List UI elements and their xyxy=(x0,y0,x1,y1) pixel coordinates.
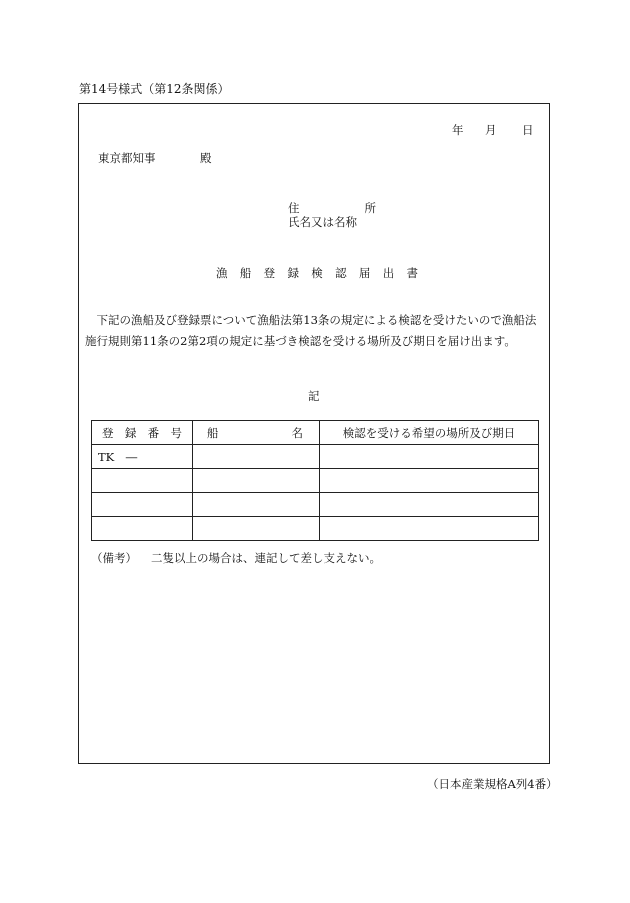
registration-number-cell[interactable] xyxy=(92,469,193,493)
header-char: 号 xyxy=(170,425,182,440)
header-vessel-name xyxy=(193,421,320,445)
vessel-name-cell[interactable] xyxy=(193,493,320,517)
title-char: 認 xyxy=(335,266,347,280)
addressee: 東京都知事 xyxy=(98,151,156,165)
registration-number-cell[interactable]: TK ― xyxy=(92,445,193,469)
table-row xyxy=(92,469,539,493)
title-char: 船 xyxy=(239,266,252,280)
title-char: 登 xyxy=(263,266,276,280)
remarks-text: 二隻以上の場合は、連記して差し支えない。 xyxy=(151,551,381,565)
vessel-name-cell[interactable] xyxy=(193,469,320,493)
table-row xyxy=(92,445,539,469)
name-label: 氏名又は名称 xyxy=(288,215,357,229)
header-registration-number xyxy=(92,421,193,445)
remarks-note xyxy=(91,550,381,566)
title-char: 出 xyxy=(382,266,395,280)
address-label-char: 所 xyxy=(364,201,376,215)
header-char: 登 xyxy=(102,425,114,440)
paper-standard-note: （日本産業規格A列4番） xyxy=(427,777,558,791)
ki-heading: 記 xyxy=(308,389,320,403)
header-char: 番 xyxy=(147,425,160,440)
title-char: 漁 xyxy=(216,266,228,280)
title-char: 書 xyxy=(406,266,418,280)
date-year-label: 年 xyxy=(452,123,464,137)
header-char: 船 xyxy=(207,425,219,440)
place-date-cell[interactable] xyxy=(320,493,539,517)
table-header-row xyxy=(92,421,539,445)
title-char: 録 xyxy=(287,266,299,280)
vessel-table xyxy=(91,420,539,541)
title-char: 届 xyxy=(358,266,371,280)
header-char: 録 xyxy=(124,425,137,440)
vessel-name-cell[interactable] xyxy=(193,445,320,469)
place-date-cell[interactable] xyxy=(320,517,539,541)
remarks-label: （備考） xyxy=(91,551,137,565)
place-date-cell[interactable] xyxy=(320,469,539,493)
document-title xyxy=(216,265,418,281)
registration-number-cell[interactable] xyxy=(92,493,193,517)
address-label-char: 住 xyxy=(288,201,300,215)
body-text xyxy=(85,310,545,352)
vessel-name-cell[interactable] xyxy=(193,517,320,541)
form-number: 第14号様式（第12条関係） xyxy=(79,82,230,96)
place-date-cell[interactable] xyxy=(320,445,539,469)
table-row xyxy=(92,517,539,541)
title-char: 検 xyxy=(311,266,323,280)
table-row xyxy=(92,493,539,517)
registration-number-cell[interactable] xyxy=(92,517,193,541)
header-place-and-date: 検認を受ける希望の場所及び期日 xyxy=(320,421,539,445)
body-paragraph: 下記の漁船及び登録票について漁船法第13条の規定による検認を受けたいので漁船法施行規則第11条の2第2項の規定に基づき検認を受ける場所及び期日を届け出ます。 xyxy=(85,313,537,348)
date-month-label: 月 xyxy=(485,123,497,137)
honorific: 殿 xyxy=(200,151,212,165)
date-day-label: 日 xyxy=(522,123,534,137)
header-char: 名 xyxy=(291,425,303,440)
